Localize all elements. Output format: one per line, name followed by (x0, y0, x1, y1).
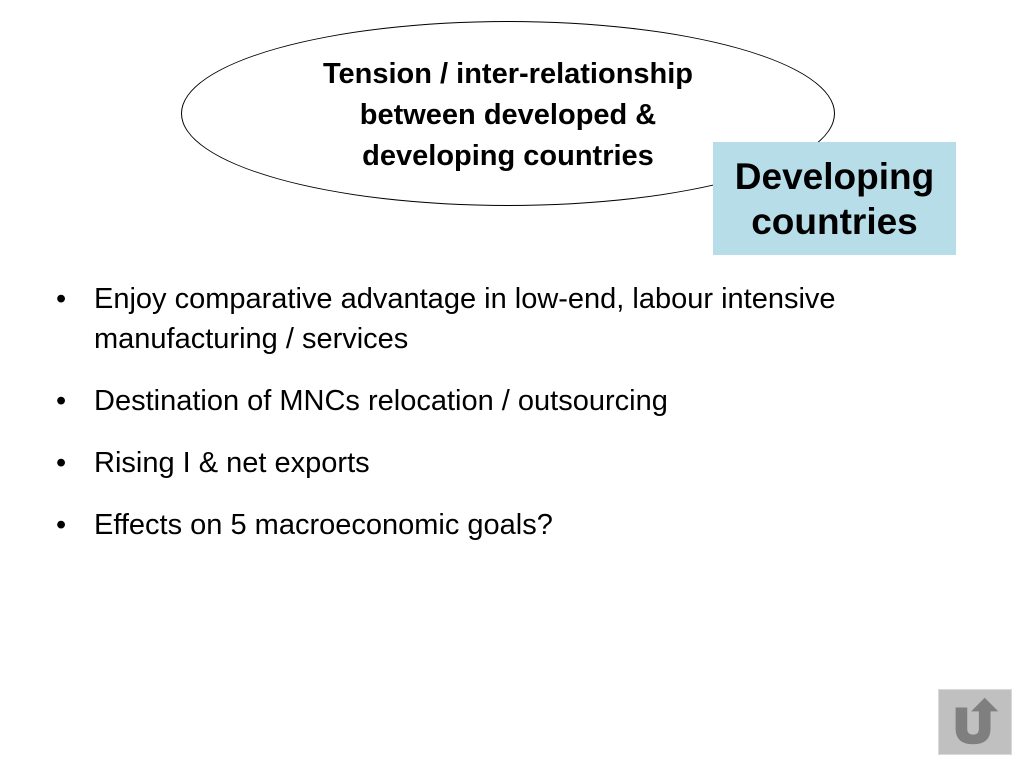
bullet-marker: • (56, 509, 67, 541)
developing-countries-label (713, 142, 956, 255)
bullet-text: Destination of MNCs relocation / outsourcing (94, 385, 668, 417)
slide-title-line: between developed & (359, 99, 657, 131)
bullet-item (52, 381, 1002, 421)
slide-title (276, 54, 740, 177)
label-line: Developing (734, 155, 935, 197)
label-line: countries (751, 200, 918, 242)
bullet-marker: • (56, 385, 67, 417)
bullet-item (52, 505, 1002, 545)
slide-title-line: Tension / inter-relationship (322, 58, 694, 90)
bullet-item (52, 443, 1002, 483)
bullet-marker: • (56, 283, 67, 315)
bullet-text: Effects on 5 macroeconomic goals? (94, 509, 553, 541)
slide-title-line: developing countries (362, 140, 654, 172)
bullet-marker: • (56, 447, 67, 479)
bullet-item (52, 279, 1002, 359)
bullet-list (52, 279, 1002, 567)
u-turn-arrow-icon (939, 690, 1011, 754)
return-button[interactable] (938, 689, 1012, 755)
bullet-text: Rising I & net exports (94, 447, 370, 479)
bullet-text: Enjoy comparative advantage in low-end, labour intensive manufacturing / services (94, 283, 836, 355)
